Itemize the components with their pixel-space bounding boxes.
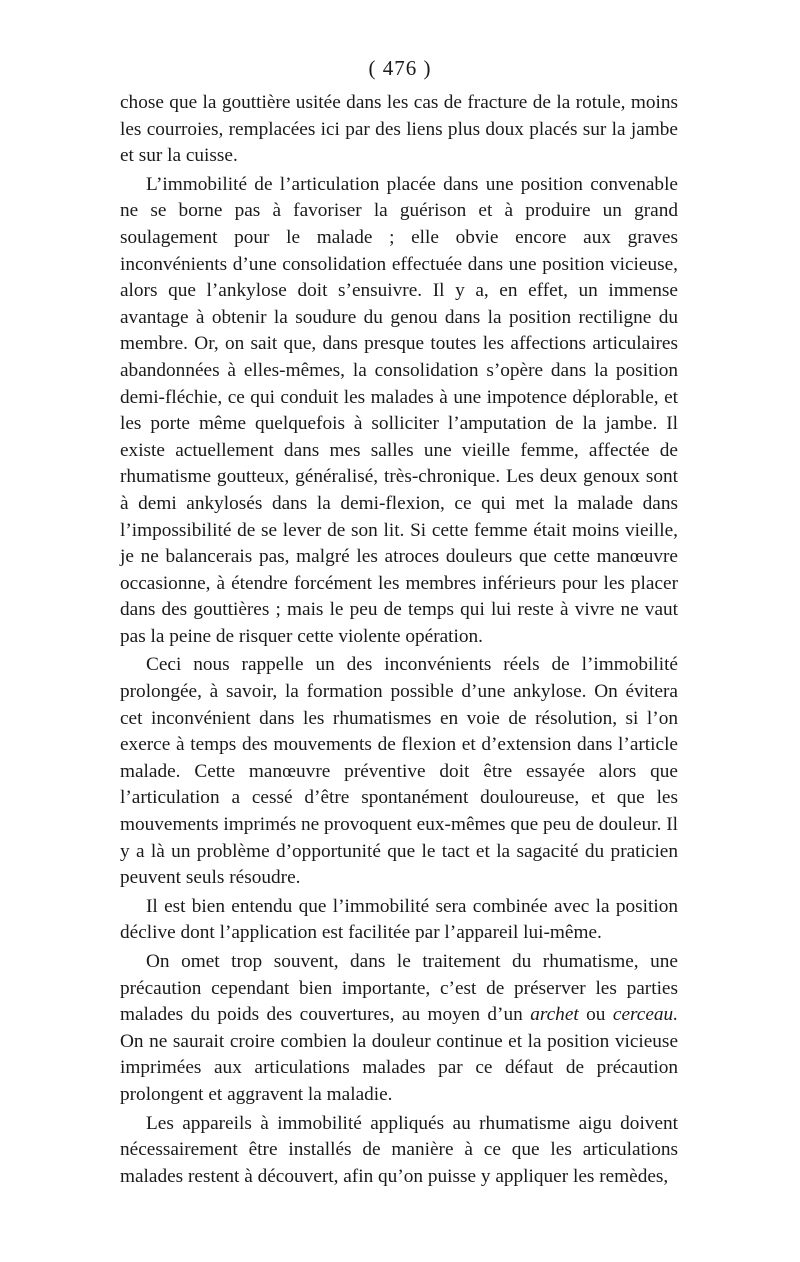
paragraph-apparatus: Les appareils à immobilité appliqués au rhumatisme aigu doivent nécessairement être installés de manière à ce que les articulations malades restent à découvert, afin qu’on puisse y appliquer les remèdes,	[120, 1112, 678, 1187]
body-text	[120, 90, 678, 1190]
paragraph-covers-text-2: ou	[578, 1004, 613, 1026]
term-archet: archet	[530, 1004, 579, 1026]
paragraph-declive-position: Il est bien entendu que l’immobilité sera combinée avec la position déclive dont l’application est facilitée par l’appareil lui-même.	[120, 895, 678, 944]
paragraph-immobility: L’immobilité de l’articulation placée dans une position convenable ne se borne pas à favoriser la guérison et à produire un grand soulagement pour le malade ; elle obvie encore aux graves inconvénients d’une consolidation effectuée dans une position vicieuse, alors que l’ankylose doit s’ensuivre. Il y a, en effet, un immense avantage à obtenir la soudure du genou dans la position rectiligne du membre. Or, on sait que, dans presque toutes les affections articulaires abandonnées à elles-mêmes, la consolidation s’opère dans la position demi-fléchie, ce qui conduit les malades à une impotence déplorable, et les porte même quelquefois à solliciter l’amputation de la jambe. Il existe actuellement dans mes salles une vieille femme, affectée de rhumatisme goutteux, généralisé, très-chronique. Les deux genoux sont à demi ankylosés dans la demi-flexion, ce qui met la malade dans l’impossibilité de se lever de son lit. Si cette femme était moins vieille, je ne balancerais pas, malgré les atroces douleurs que cette manœuvre occasionne, à étendre forcément les membres inférieurs pour les placer dans des gouttières ; mais le peu de temps qui lui reste à vivre ne vaut pas la peine de risquer cette violente opération.	[120, 173, 678, 647]
page-number: ( 476 )	[368, 56, 432, 80]
paragraph-covers-text-1: On omet trop souvent, dans le traitement du rhumatisme, une précaution cependant bien importante, c’est de préserver les parties malades du poids des couvertures, au moyen d’un	[120, 951, 678, 1026]
term-cerceau: cerceau.	[612, 1004, 679, 1026]
paragraph-continuation: chose que la gouttière usitée dans les cas de fracture de la rotule, moins les courroies, remplacées ici par des liens plus doux placés sur la jambe et sur la cuisse.	[120, 92, 678, 167]
paragraph-covers	[120, 949, 678, 1109]
paragraph-covers-text-3: On ne saurait croire combien la douleur continue et la position vicieuse imprimées aux articulations malades par ce défaut de précaution prolongent et aggravent la maladie.	[120, 1030, 678, 1105]
paragraph-ankylosis: Ceci nous rappelle un des inconvénients réels de l’immobilité prolongée, à savoir, la formation possible d’une ankylose. On évitera cet inconvénient dans les rhumatismes en voie de résolution, si l’on exerce à temps des mouvements de flexion et d’extension dans l’article malade. Cette manœuvre préventive doit être essayée alors que l’articulation a cessé d’être spontanément douloureuse, et que les mouvements imprimés ne provoquent eux-mêmes que peu de douleur. Il y a là un problème d’opportunité que le tact et la sagacité du praticien peuvent seuls résoudre.	[120, 654, 678, 889]
